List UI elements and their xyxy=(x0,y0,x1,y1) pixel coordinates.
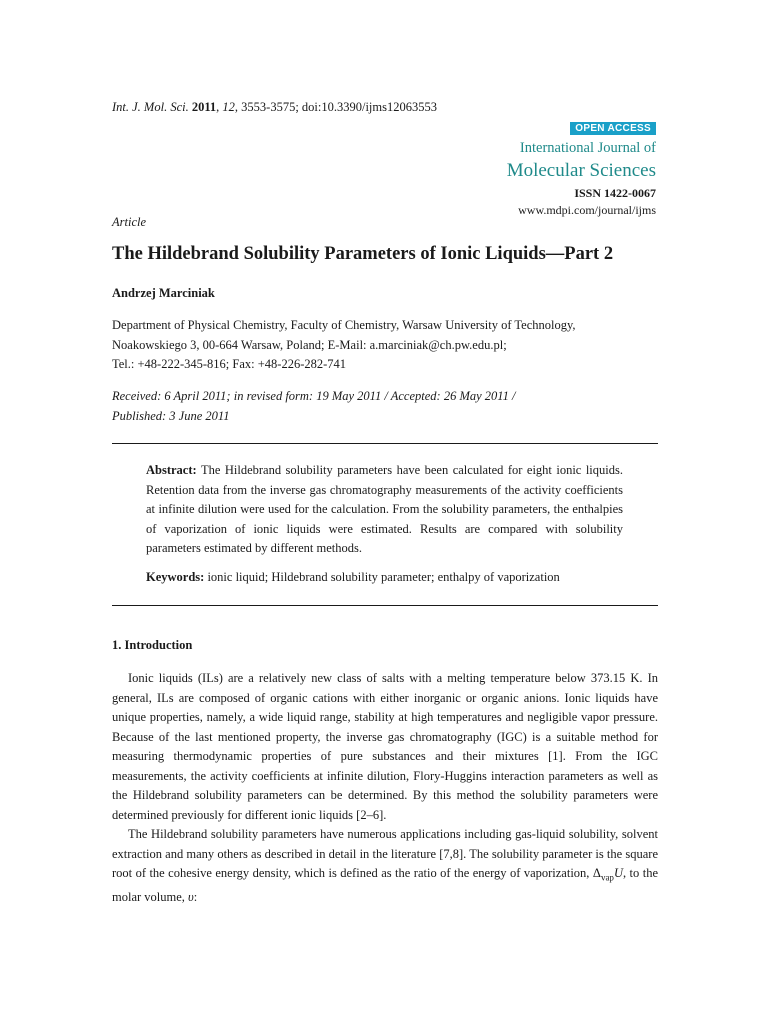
affiliation-line: Noakowskiego 3, 00-664 Warsaw, Poland; E-Mail: a.marciniak@ch.pw.edu.pl; xyxy=(112,337,507,352)
vap-subscript: vap xyxy=(600,872,614,883)
dates-line: Received: 6 April 2011; in revised form: 19 May 2011 / Accepted: 26 May 2011 / xyxy=(112,389,516,403)
delta-symbol: Δ xyxy=(592,866,601,880)
journal-abbrev: Int. J. Mol. Sci. xyxy=(112,100,189,114)
author-affiliation xyxy=(112,316,672,375)
keywords xyxy=(146,570,623,585)
journal-name-line2: Molecular Sciences xyxy=(506,160,656,181)
citation-line: Int. J. Mol. Sci. 2011, 12, 3553-3575; doi:10.3390/ijms12063553 xyxy=(112,100,437,114)
paragraph2-mid: , to the molar volume, xyxy=(112,866,658,904)
article-title: The Hildebrand Solubility Parameters of Ionic Liquids—Part 2 xyxy=(112,244,614,264)
citation-year: 2011 xyxy=(191,100,217,114)
journal-issn: ISSN 1422-0067 xyxy=(574,186,656,200)
publication-dates xyxy=(112,387,672,426)
intro-paragraph-2 xyxy=(112,825,658,908)
keywords-text: ionic liquid; Hildebrand solubility parameter; enthalpy of vaporization xyxy=(204,570,560,584)
article-author: Andrzej Marciniak xyxy=(112,286,215,300)
citation-volume: 12 xyxy=(222,100,235,114)
abstract-text: The Hildebrand solubility parameters have been calculated for eight ionic liquids. Retention data from the inverse gas chromatography measurements of the activity coefficients at infinite dilution were used for the calculation. From the solubility parameters, the enthalpies of vaporization of ionic liquids were estimated. Results are compared with solubility parameters estimated by different methods. xyxy=(146,463,623,555)
article-type: Article xyxy=(112,215,147,229)
journal-name-line1: International Journal of xyxy=(519,140,656,156)
dates-line: Published: 3 June 2011 xyxy=(112,408,230,423)
affiliation-line: Department of Physical Chemistry, Faculty of Chemistry, Warsaw University of Technology, xyxy=(112,318,576,332)
volume-variable: υ xyxy=(188,890,194,904)
abstract xyxy=(146,461,623,559)
section-heading: 1. Introduction xyxy=(112,638,193,652)
citation-pages-doi: , 3553-3575; doi:10.3390/ijms12063553 xyxy=(234,100,437,114)
keywords-label: Keywords: xyxy=(146,570,205,584)
paragraph2-text: The Hildebrand solubility parameters have numerous applications including gas-liquid solubility, solvent extraction and many others as described in detail in the literature [7,8]. The solubility parameter is the square root of the cohesive energy density, which is defined as the ratio of the energy of vaporization, xyxy=(112,827,658,880)
energy-variable: U xyxy=(613,866,623,880)
divider-top xyxy=(112,443,658,444)
abstract-label: Abstract: xyxy=(146,463,197,477)
journal-header xyxy=(356,118,656,218)
journal-url: www.mdpi.com/journal/ijms xyxy=(518,203,656,217)
affiliation-line: Tel.: +48-222-345-816; Fax: +48-226-282-741 xyxy=(112,357,347,371)
divider-bottom xyxy=(112,605,658,606)
intro-paragraph-1: Ionic liquids (ILs) are a relatively new class of salts with a melting temperature below 373.15 K. In general, ILs are composed of organic cations with either inorganic or organic anions. Ionic liquids have unique properties, namely, a wide liquid range, stability at high temperatures and negligible vapor pressure. Because of the last mentioned property, the inverse gas chromatography (IGC) is a suitable method for measuring thermodynamic properties of pure substances and their mixtures [1]. From the IGC measurements, the activity coefficients at infinite dilution, Flory-Huggins interaction parameters as well as the Hildebrand solubility parameters can be determined. By this method the solubility parameters were determined previously for different ionic liquids [2–6]. xyxy=(112,671,658,822)
open-access-badge: OPEN ACCESS xyxy=(570,122,656,135)
paragraph2-end: : xyxy=(193,890,198,904)
